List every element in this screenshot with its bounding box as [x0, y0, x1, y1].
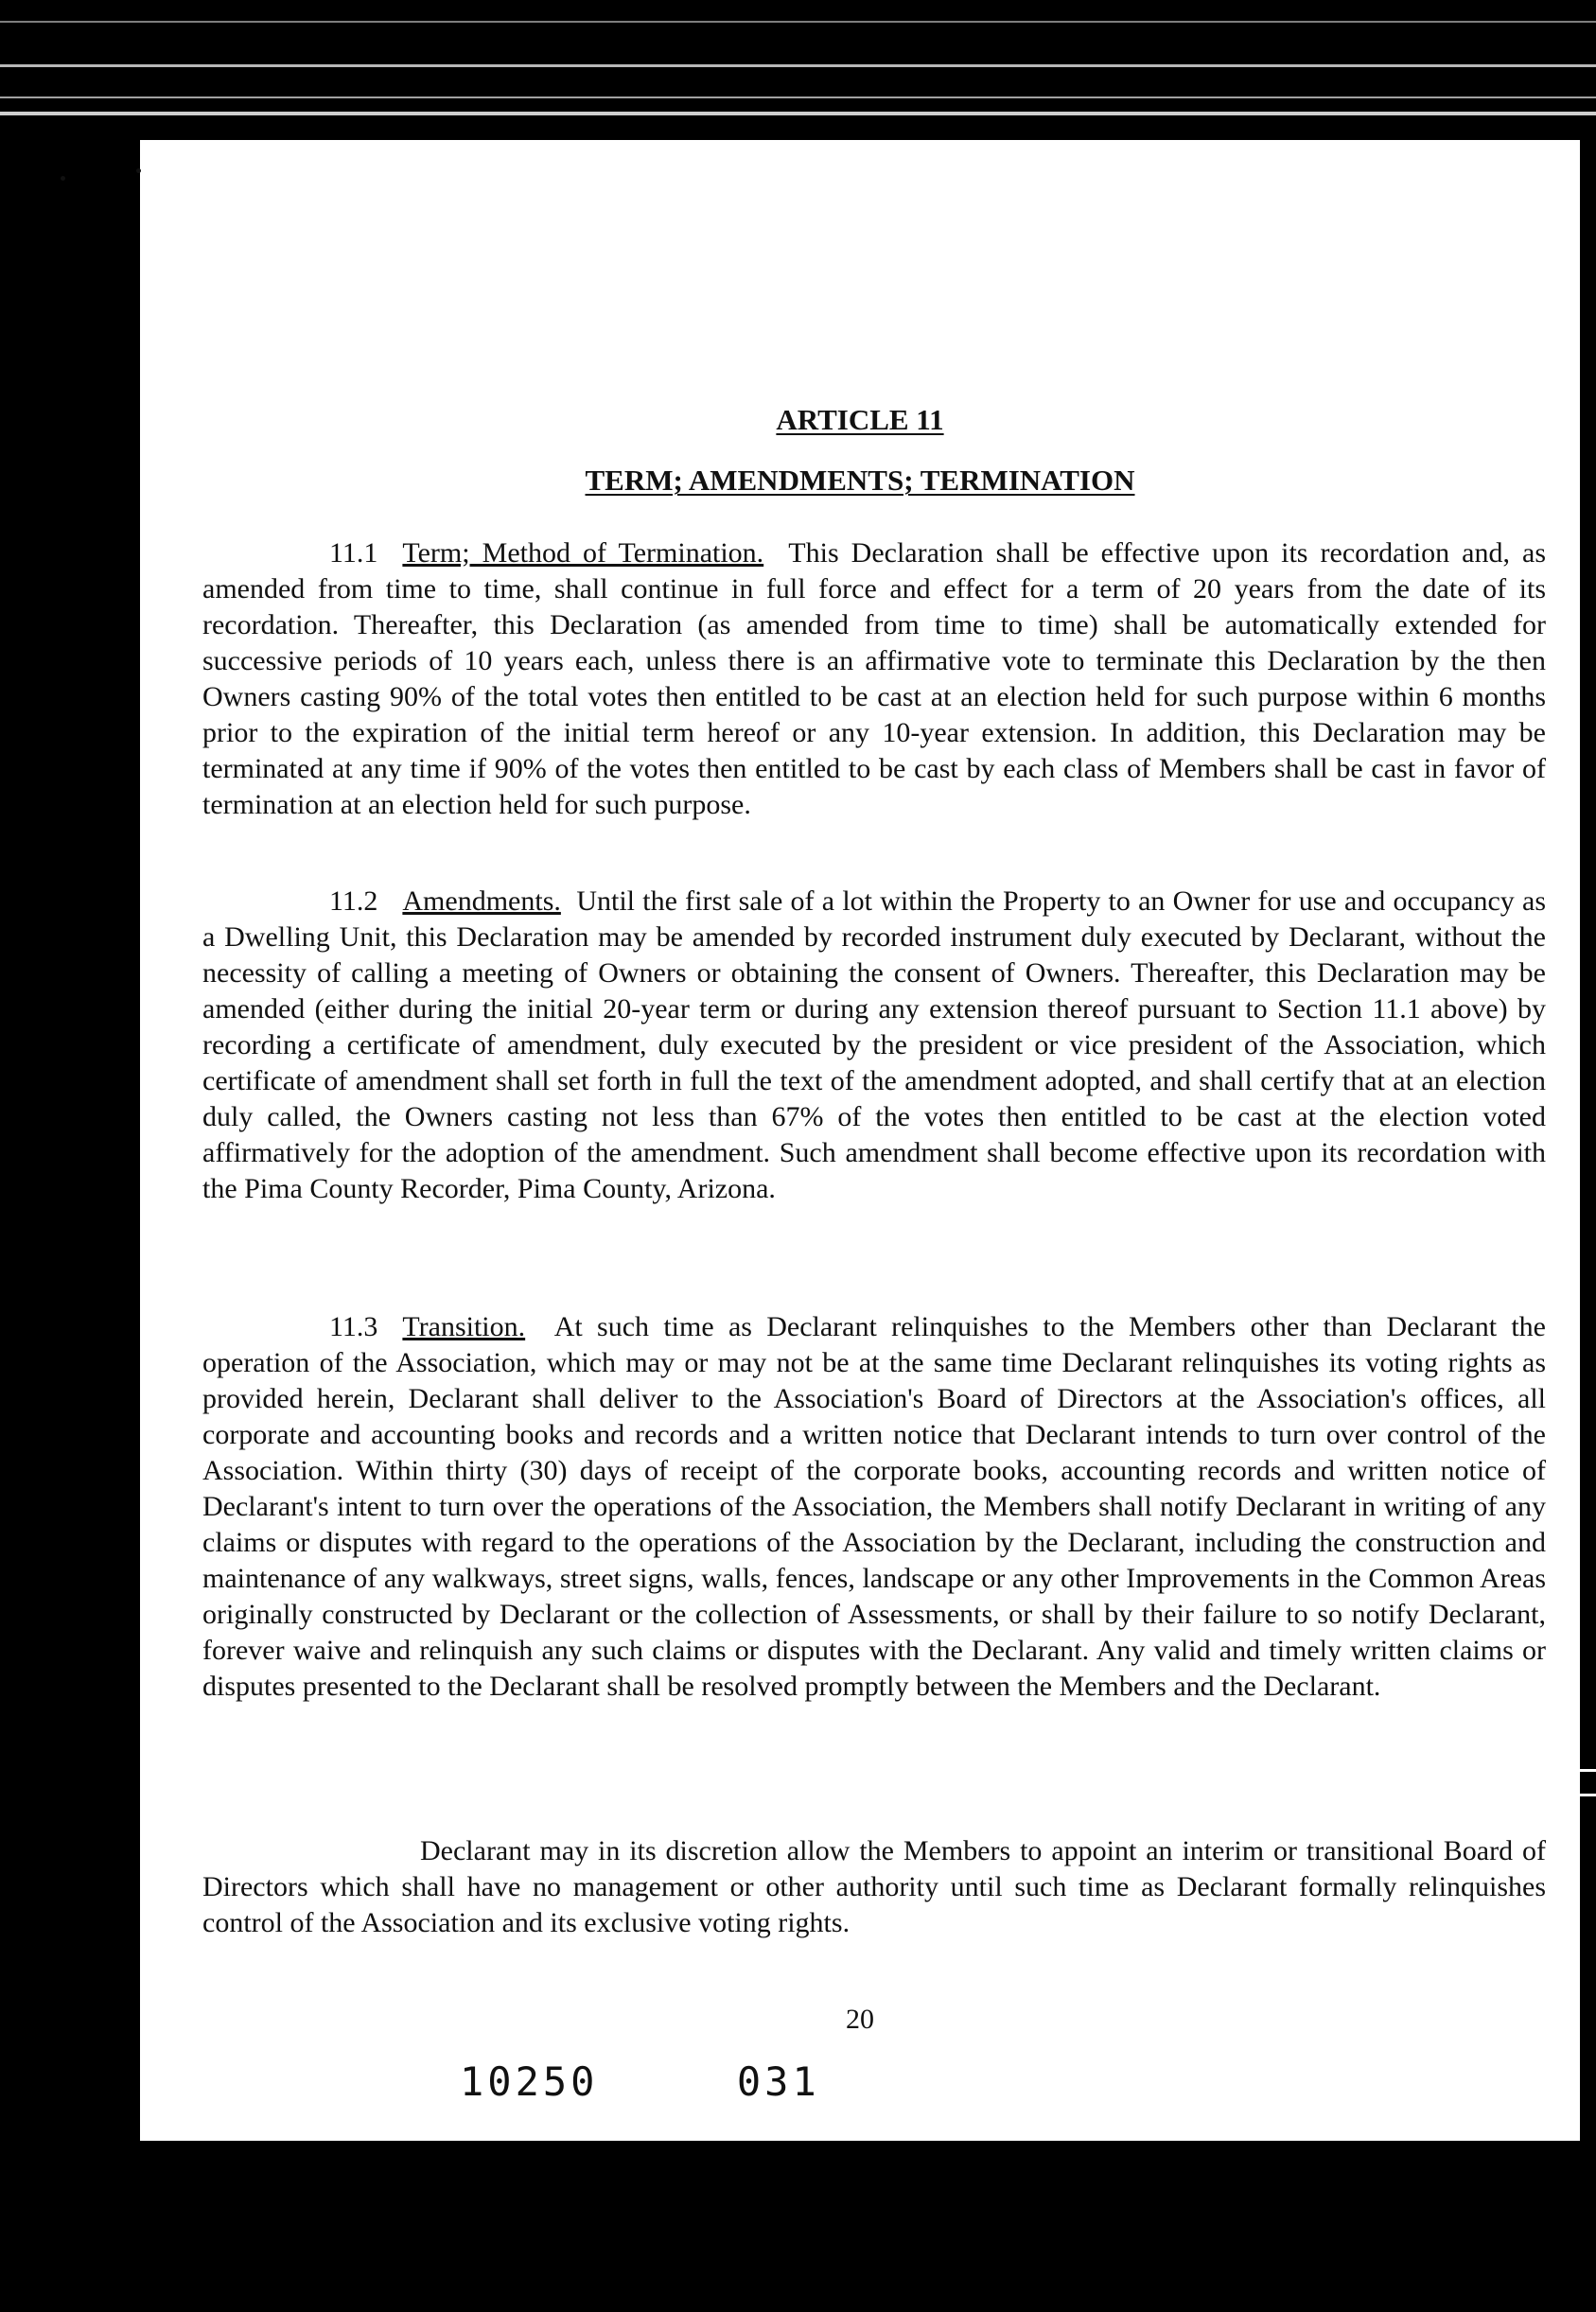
continuation-paragraph: Declarant may in its discretion allow the Members to appoint an interim or transitional Board of Directors which shall have no management or other authority until such time as Declarant formally relinquishes control of the Association and its exclusive voting rights.	[202, 1835, 1546, 1938]
section-number: 11.3	[329, 1311, 378, 1342]
section-11-2	[202, 884, 1546, 1207]
stamp-book-number: 10250	[460, 2058, 599, 2105]
scan-speck	[61, 176, 65, 181]
section-11-3	[202, 1309, 1546, 1705]
section-text: This Declaration shall be effective upon its recordation and, as amended from time to time, shall continue in full force and effect for a term of 20 years from the date of its recordation. Thereafter, this Declaration (as amended from time to time) shall be automatically extended for successive periods of 10 years each, unless there is an affirmative vote to terminate this Declaration by the then Owners casting 90% of the total votes then entitled to be cast at an election held for such purpose within 6 months prior to the expiration of the initial term hereof or any 10-year extension. In addition, this Declaration may be terminated at any time if 90% of the votes then entitled to be cast by each class of Members shall be cast in favor of termination at an election held for such purpose.	[202, 537, 1547, 820]
section-number: 11.1	[329, 537, 378, 569]
stamp-page-number: 031	[736, 2058, 820, 2105]
scan-speck	[136, 168, 141, 173]
article-subtitle: TERM; AMENDMENTS; TERMINATION	[585, 464, 1135, 497]
scan-streak	[0, 64, 1596, 67]
section-heading: Amendments.	[402, 885, 561, 917]
section-heading: Term; Method of Termination.	[402, 537, 764, 569]
section-heading: Transition.	[402, 1311, 526, 1342]
scan-streak	[0, 96, 1596, 98]
scan-streak	[0, 21, 1596, 23]
document-stamp	[460, 2058, 820, 2105]
article-title: ARTICLE 11	[776, 403, 944, 436]
scan-edge-mark	[1580, 1794, 1596, 1796]
section-number: 11.2	[329, 885, 378, 917]
page-number: 20	[846, 2004, 874, 2035]
document-page	[140, 140, 1580, 2141]
section-text: At such time as Declarant relinquishes to the Members other than Declarant the operation of the Association, which may or may not be at the same time Declarant relinquishes its voting rights as provided herein, Declarant shall deliver to the Association's Board of Directors at the Association's offices, all corporate and accounting books and records and a written notice that Declarant intends to turn over control of the Association. Within thirty (30) days of receipt of the corporate books, accounting records and written notice of Declarant's intent to turn over the operations of the Association, the Members shall notify Declarant in writing of any claims or disputes with regard to the operations of the Association by the Declarant, including the construction and maintenance of any walkways, street signs, walls, fences, landscape or any other Improvements in the Common Areas originally constructed by Declarant or the collection of Assessments, or shall by their failure to so notify Declarant, forever waive and relinquish any such claims or disputes with the Declarant. Any valid and timely written claims or disputes presented to the Declarant shall be resolved promptly between the Members and the Declarant.	[202, 1311, 1546, 1702]
scan-edge-mark	[1580, 1769, 1596, 1772]
section-11-1	[202, 535, 1546, 823]
scan-streak	[0, 112, 1596, 115]
section-text: Until the first sale of a lot within the Property to an Owner for use and occupancy as a Dwelling Unit, this Declaration may be amended by recorded instrument duly executed by Declarant, without the necessity of calling a meeting of Owners or obtaining the consent of Owners. Thereafter, this Declaration may be amended (either during the initial 20-year term or during any extension thereof pursuant to Section 11.1 above) by recording a certificate of amendment, duly executed by the president or vice president of the Association, which certificate of amendment shall set forth in full the text of the amendment adopted, and shall certify that at an election duly called, the Owners casting not less than 67% of the votes then entitled to be cast at the election voted affirmatively for the adoption of the amendment. Such amendment shall become effective upon its recordation with the Pima County Recorder, Pima County, Arizona.	[202, 885, 1546, 1204]
